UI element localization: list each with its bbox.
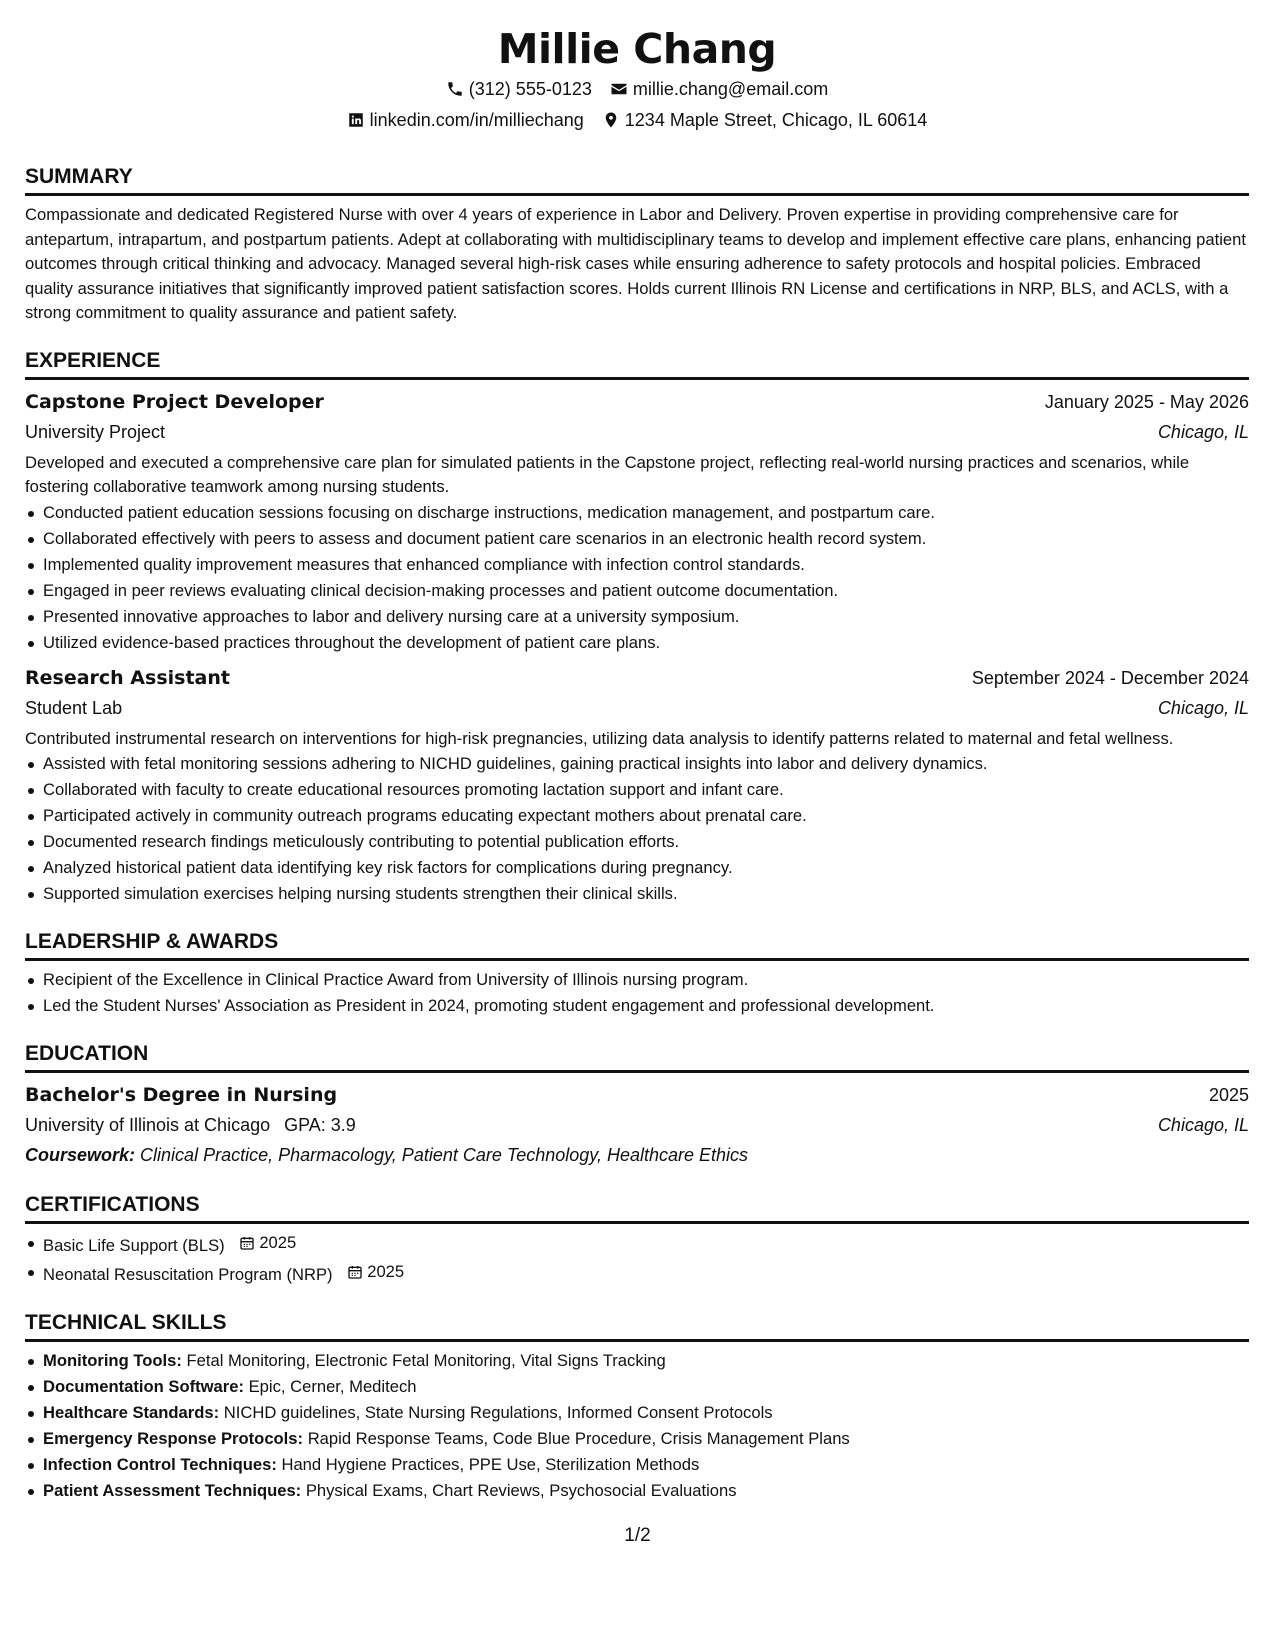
cert-date	[239, 1230, 296, 1256]
contact-line-2	[25, 109, 1249, 131]
phone-icon	[446, 80, 464, 98]
skill-label: Monitoring Tools:	[43, 1351, 182, 1370]
list-item	[25, 1348, 1249, 1374]
contact-line-1	[25, 78, 1249, 100]
list-item: Implemented quality improvement measures that enhanced compliance with infection control standards.	[25, 552, 1249, 578]
education-header	[25, 1080, 1249, 1110]
education-entry	[25, 1080, 1249, 1170]
list-item: Conducted patient education sessions focusing on discharge instructions, medication management, and postpartum care.	[25, 500, 1249, 526]
skill-value: NICHD guidelines, State Nursing Regulations, Informed Consent Protocols	[223, 1403, 773, 1422]
address-text: 1234 Maple Street, Chicago, IL 60614	[624, 110, 928, 130]
job-role: Capstone Project Developer	[25, 390, 324, 413]
linkedin-icon	[347, 111, 365, 129]
cert-year: 2025	[259, 1233, 297, 1252]
phone-contact[interactable]	[446, 78, 592, 100]
map-pin-icon	[602, 111, 620, 129]
education-subheader	[25, 1110, 1249, 1140]
job-subheader	[25, 693, 1249, 723]
page-number: 1/2	[624, 1525, 651, 1546]
job-header	[25, 663, 1249, 693]
summary-heading: SUMMARY	[25, 164, 1249, 196]
leadership-bullets	[25, 967, 1249, 1019]
list-item: Participated actively in community outreach programs educating expectant mothers about prenatal care.	[25, 803, 1249, 829]
list-item: Collaborated effectively with peers to assess and document patient care scenarios in an electronic health record system.	[25, 526, 1249, 552]
skill-label: Emergency Response Protocols:	[43, 1429, 304, 1448]
list-item	[25, 1230, 1249, 1259]
candidate-name: Millie Chang	[497, 25, 777, 73]
skill-value: Physical Exams, Chart Reviews, Psychosocial Evaluations	[305, 1481, 737, 1500]
job-entry	[25, 663, 1249, 908]
list-item: Led the Student Nurses' Association as President in 2024, promoting student engagement and professional development.	[25, 993, 1249, 1019]
job-entry	[25, 387, 1249, 656]
cert-year: 2025	[367, 1262, 405, 1281]
job-bullets	[25, 500, 1249, 656]
linkedin-text: linkedin.com/in/milliechang	[369, 110, 584, 130]
summary-text: Compassionate and dedicated Registered Nurse with over 4 years of experience in Labor and Delivery. Proven expertise in providing comprehensive care for antepartum, intrapartum, and postpartum patients. Adept at collaborating with multidisciplinary teams to develop and implement effective care plans, enhancing patient outcomes through critical thinking and advocacy. Managed several high-risk cases while ensuring adherence to safety protocols and hospital policies. Embraced quality assurance initiatives that significantly improved patient satisfaction scores. Holds current Illinois RN License and certifications in NRP, BLS, and ACLS, with a strong commitment to quality assurance and patient safety.	[25, 205, 1246, 322]
skills-heading: TECHNICAL SKILLS	[25, 1310, 1249, 1342]
list-item: Presented innovative approaches to labor and delivery nursing care at a university symposium.	[25, 604, 1249, 630]
resume-page	[25, 0, 1249, 1504]
skill-value: Hand Hygiene Practices, PPE Use, Sterilization Methods	[281, 1455, 700, 1474]
envelope-icon	[610, 80, 628, 98]
school-line	[25, 1110, 356, 1140]
address-contact	[602, 109, 928, 131]
list-item	[25, 1452, 1249, 1478]
school-name: University of Illinois at Chicago	[25, 1115, 271, 1135]
job-location: Chicago, IL	[1157, 697, 1249, 718]
job-description: Contributed instrumental research on interventions for high-risk pregnancies, utilizing data analysis to identify patterns related to maternal and fetal wellness.	[25, 728, 1174, 748]
skill-label: Healthcare Standards:	[43, 1403, 220, 1422]
list-item	[25, 1426, 1249, 1452]
job-location: Chicago, IL	[1157, 421, 1249, 442]
certifications-heading: CERTIFICATIONS	[25, 1192, 1249, 1224]
certifications-list	[25, 1230, 1249, 1288]
list-item	[25, 1374, 1249, 1400]
list-item: Analyzed historical patient data identifying key risk factors for complications during pregnancy.	[25, 855, 1249, 881]
list-item	[25, 1478, 1249, 1504]
job-header	[25, 387, 1249, 417]
job-dates: September 2024 - December 2024	[971, 667, 1249, 688]
email-contact[interactable]	[610, 78, 828, 100]
job-dates: January 2025 - May 2026	[1044, 391, 1249, 412]
graduation-year: 2025	[1208, 1085, 1249, 1105]
cert-date	[347, 1259, 404, 1285]
job-role: Research Assistant	[25, 666, 230, 689]
phone-text: (312) 555-0123	[468, 79, 592, 99]
leadership-heading: LEADERSHIP & AWARDS	[25, 929, 1249, 961]
school-location: Chicago, IL	[1157, 1115, 1249, 1135]
cert-name: Neonatal Resuscitation Program (NRP)	[43, 1265, 333, 1284]
list-item: Engaged in peer reviews evaluating clinical decision-making processes and patient outcome documentation.	[25, 578, 1249, 604]
calendar-icon	[347, 1264, 363, 1280]
coursework-list: Clinical Practice, Pharmacology, Patient Care Technology, Healthcare Ethics	[140, 1145, 749, 1165]
list-item: Utilized evidence-based practices throughout the development of patient care plans.	[25, 630, 1249, 656]
list-item	[25, 1400, 1249, 1426]
skill-value: Rapid Response Teams, Code Blue Procedure, Crisis Management Plans	[307, 1429, 850, 1448]
coursework-label: Coursework:	[25, 1145, 136, 1165]
job-subheader	[25, 417, 1249, 447]
job-description: Developed and executed a comprehensive care plan for simulated patients in the Capstone project, reflecting real-world nursing practices and scenarios, while fostering collaborative teamwork among nursing students.	[25, 452, 1190, 496]
skill-value: Fetal Monitoring, Electronic Fetal Monitoring, Vital Signs Tracking	[186, 1351, 666, 1370]
education-heading: EDUCATION	[25, 1041, 1249, 1073]
skill-value: Epic, Cerner, Meditech	[248, 1377, 417, 1396]
email-text: millie.chang@email.com	[632, 79, 829, 99]
skill-label: Infection Control Techniques:	[43, 1455, 277, 1474]
skill-label: Documentation Software:	[43, 1377, 244, 1396]
list-item: Recipient of the Excellence in Clinical Practice Award from University of Illinois nursing program.	[25, 967, 1249, 993]
skills-list	[25, 1348, 1249, 1504]
skill-label: Patient Assessment Techniques:	[43, 1481, 302, 1500]
job-bullets	[25, 751, 1249, 907]
calendar-icon	[239, 1235, 255, 1251]
list-item: Supported simulation exercises helping nursing students strengthen their clinical skills.	[25, 881, 1249, 907]
list-item: Collaborated with faculty to create educational resources promoting lactation support and infant care.	[25, 777, 1249, 803]
job-org: Student Lab	[25, 697, 123, 718]
cert-name: Basic Life Support (BLS)	[43, 1236, 225, 1255]
list-item: Assisted with fetal monitoring sessions adhering to NICHD guidelines, gaining practical insights into labor and delivery dynamics.	[25, 751, 1249, 777]
gpa: GPA: 3.9	[284, 1115, 356, 1135]
list-item	[25, 1259, 1249, 1288]
experience-heading: EXPERIENCE	[25, 348, 1249, 380]
list-item: Documented research findings meticulously contributing to potential publication efforts.	[25, 829, 1249, 855]
resume-header	[25, 0, 1249, 131]
coursework-line	[25, 1140, 1249, 1170]
degree-name: Bachelor's Degree in Nursing	[25, 1084, 338, 1106]
job-org: University Project	[25, 421, 166, 442]
linkedin-contact[interactable]	[347, 109, 584, 131]
